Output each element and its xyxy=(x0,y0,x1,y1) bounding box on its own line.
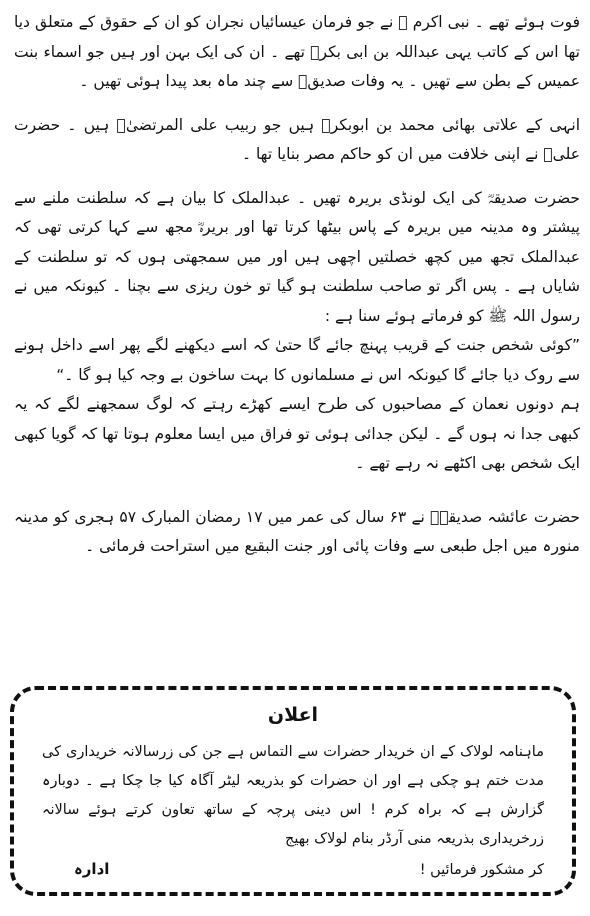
spacer xyxy=(14,170,580,184)
paragraph-4: ہم دونوں نعمان کے مصاحبوں کی طرح ایسے کھڑے رہتے کہ لوگ سمجھنے لگے کہ یہ کبھی جدا نہ ہوں گے ۔ لیکن جدائی ہوئی تو فراق میں ایسا معلوم ہوتا تھا کہ گویا کبھی ایک شخص بھی اکٹھے نہ رہے تھے ۔ xyxy=(14,395,580,472)
announcement-title: اعلان xyxy=(267,704,319,726)
paragraph-5: حضرت عائشہ صدیقہؓ نے ۶۳ سال کی عمر میں ۱۷ رمضان المبارک ۵۷ ہجری کو مدینہ منورہ میں اجل طبعی سے وفات پائی اور جنت البقیع میں استراحت فرمائی ۔ xyxy=(14,507,580,555)
spacer xyxy=(14,479,580,503)
paragraph-3: حضرت صدیقہؓ کی ایک لونڈی بریرہ تھیں ۔ عبدالملک کا بیان ہے کہ سلطنت ملنے سے پیشتر وہ مدینہ میں بریرہ کے پاس بیٹھا کرتا تھا اور بریرہؓ مجھ سے کہا کرتی تھی کہ عبدالملک تجھ میں کچھ خصلتیں اچھی ہیں اور میں سمجھتی ہوں کہ تو سلطنت کے شایاں ہے ۔ پس اگر تو صاحب سلطنت ہو گیا تو خون ریزی سے بچنا ۔ کیونکہ میں نے رسول اللہ ﷺ کو فرماتے ہوئے سنا ہے : xyxy=(14,188,580,325)
article-body xyxy=(14,8,580,562)
announcement-closing: کر مشکور فرمائیں ! xyxy=(419,862,544,878)
announcement-signature: ادارہ xyxy=(74,860,110,878)
spacer xyxy=(14,97,580,111)
paragraph-1: فوت ہوئے تھے ۔ نبی اکرم ﷺ نے جو فرمان عیسائیاں نجران کو ان کے حقوق کے متعلق دیا تھا اس کے کاتب یہی عبداللہ بن ابی بکرؓ تھے ۔ ان کی ایک بہن اور ہیں جو اسماء بنت عمیس کے بطن سے تھیں ۔ یہ وفات صدیقؓ سے چند ماہ بعد پیدا ہوئی تھیں ۔ xyxy=(14,13,580,90)
paragraph-2: انہی کے علاتی بھائی محمد بن ابوبکرؓ ہیں جو ربیب علی المرتضیٰؓ ہیں ۔ حضرت علیؓ نے اپنی خلافت میں ان کو حاکم مصر بنایا تھا ۔ xyxy=(14,115,580,163)
announcement-box xyxy=(10,686,576,896)
hadith-quote: ”کوئی شخص جنت کے قریب پہنچ جائے گا حتیٰ کہ اسے دیکھنے لگے پھر اسے داخل ہونے سے روک دیا جائے گا کیونکہ اس نے مسلمانوں کا بہت ساخون بے وجہ کیا ہو گا ۔“ xyxy=(14,336,580,384)
announcement-text: ماہنامہ لولاک کے ان خریدار حضرات سے التماس ہے جن کی زرسالانہ خریداری کی مدت ختم ہو چکی ہے اور ان حضرات کو بذریعہ لیٹر آگاہ کیا جا چکا ہے ۔ دوبارہ گزارش ہے کہ براہ کرم ! اس دینی پرچہ کے ساتھ تعاون کرتے ہوئے سالانہ زرخریداری بذریعہ منی آرڈر بنام لولاک بھیج xyxy=(42,744,544,847)
announcement-footer xyxy=(74,860,544,878)
